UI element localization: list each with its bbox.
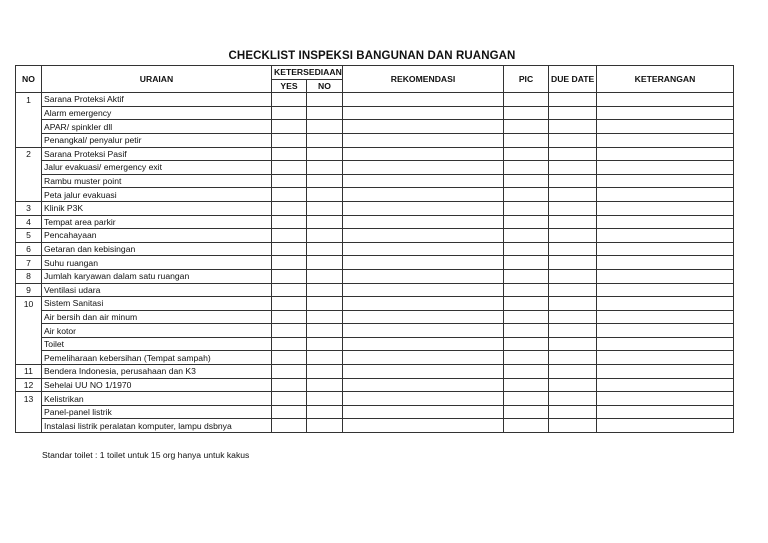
table-row bbox=[16, 188, 734, 202]
row-yes-cell bbox=[272, 188, 307, 202]
row-no: 6 bbox=[16, 242, 42, 256]
row-uraian: Air bersih dan air minum bbox=[42, 310, 272, 324]
row-due-date-cell bbox=[549, 229, 597, 243]
table-row bbox=[16, 133, 734, 147]
header-due-date: DUE DATE bbox=[549, 66, 597, 93]
row-uraian: Alarm emergency bbox=[42, 106, 272, 120]
row-no-cell bbox=[307, 188, 343, 202]
row-no-cell bbox=[307, 106, 343, 120]
row-yes-cell bbox=[272, 337, 307, 351]
row-no: 13 bbox=[16, 392, 42, 406]
row-pic-cell bbox=[504, 133, 549, 147]
row-uraian: Penangkal/ penyalur petir bbox=[42, 133, 272, 147]
row-no-cell bbox=[307, 283, 343, 297]
row-rekomendasi-cell bbox=[343, 283, 504, 297]
row-no-cell bbox=[307, 256, 343, 270]
row-no bbox=[16, 337, 42, 351]
row-rekomendasi-cell bbox=[343, 120, 504, 134]
footnote: Standar toilet : 1 toilet untuk 15 org hanya untuk kakus bbox=[42, 450, 250, 460]
table-row bbox=[16, 310, 734, 324]
row-yes-cell bbox=[272, 161, 307, 175]
row-keterangan-cell bbox=[597, 405, 734, 419]
row-pic-cell bbox=[504, 201, 549, 215]
row-due-date-cell bbox=[549, 147, 597, 161]
table-row bbox=[16, 161, 734, 175]
row-keterangan-cell bbox=[597, 392, 734, 406]
row-no-cell bbox=[307, 147, 343, 161]
row-no-cell bbox=[307, 269, 343, 283]
row-yes-cell bbox=[272, 215, 307, 229]
row-rekomendasi-cell bbox=[343, 215, 504, 229]
row-uraian: Jalur evakuasi/ emergency exit bbox=[42, 161, 272, 175]
row-no-cell bbox=[307, 201, 343, 215]
row-uraian: Panel-panel listrik bbox=[42, 405, 272, 419]
row-rekomendasi-cell bbox=[343, 324, 504, 338]
row-yes-cell bbox=[272, 378, 307, 392]
row-yes-cell bbox=[272, 310, 307, 324]
row-keterangan-cell bbox=[597, 351, 734, 365]
row-yes-cell bbox=[272, 242, 307, 256]
row-keterangan-cell bbox=[597, 324, 734, 338]
row-rekomendasi-cell bbox=[343, 365, 504, 379]
row-due-date-cell bbox=[549, 269, 597, 283]
row-pic-cell bbox=[504, 310, 549, 324]
row-pic-cell bbox=[504, 93, 549, 107]
row-uraian: Bendera Indonesia, perusahaan dan K3 bbox=[42, 365, 272, 379]
row-rekomendasi-cell bbox=[343, 419, 504, 433]
row-no bbox=[16, 324, 42, 338]
row-pic-cell bbox=[504, 147, 549, 161]
row-rekomendasi-cell bbox=[343, 201, 504, 215]
row-rekomendasi-cell bbox=[343, 337, 504, 351]
table-row bbox=[16, 269, 734, 283]
row-pic-cell bbox=[504, 106, 549, 120]
row-rekomendasi-cell bbox=[343, 229, 504, 243]
row-keterangan-cell bbox=[597, 419, 734, 433]
row-no-cell bbox=[307, 392, 343, 406]
row-no bbox=[16, 405, 42, 419]
row-yes-cell bbox=[272, 324, 307, 338]
row-no bbox=[16, 188, 42, 202]
row-no: 4 bbox=[16, 215, 42, 229]
row-keterangan-cell bbox=[597, 256, 734, 270]
row-rekomendasi-cell bbox=[343, 256, 504, 270]
row-yes-cell bbox=[272, 256, 307, 270]
table-row bbox=[16, 378, 734, 392]
row-rekomendasi-cell bbox=[343, 93, 504, 107]
row-uraian: Toilet bbox=[42, 337, 272, 351]
row-no-cell bbox=[307, 215, 343, 229]
table-row bbox=[16, 174, 734, 188]
row-keterangan-cell bbox=[597, 161, 734, 175]
row-uraian: Sistem Sanitasi bbox=[42, 297, 272, 311]
table-row bbox=[16, 392, 734, 406]
row-yes-cell bbox=[272, 351, 307, 365]
row-keterangan-cell bbox=[597, 93, 734, 107]
row-keterangan-cell bbox=[597, 283, 734, 297]
row-uraian: Sehelai UU NO 1/1970 bbox=[42, 378, 272, 392]
row-no: 5 bbox=[16, 229, 42, 243]
row-uraian: Suhu ruangan bbox=[42, 256, 272, 270]
row-keterangan-cell bbox=[597, 378, 734, 392]
table-row bbox=[16, 215, 734, 229]
row-yes-cell bbox=[272, 133, 307, 147]
row-due-date-cell bbox=[549, 378, 597, 392]
row-uraian: Rambu muster point bbox=[42, 174, 272, 188]
row-yes-cell bbox=[272, 120, 307, 134]
row-no-cell bbox=[307, 161, 343, 175]
row-no bbox=[16, 106, 42, 120]
row-keterangan-cell bbox=[597, 174, 734, 188]
row-no-cell bbox=[307, 324, 343, 338]
row-yes-cell bbox=[272, 283, 307, 297]
row-pic-cell bbox=[504, 297, 549, 311]
row-due-date-cell bbox=[549, 120, 597, 134]
row-pic-cell bbox=[504, 351, 549, 365]
row-uraian: Sarana Proteksi Pasif bbox=[42, 147, 272, 161]
row-keterangan-cell bbox=[597, 365, 734, 379]
row-keterangan-cell bbox=[597, 133, 734, 147]
row-yes-cell bbox=[272, 365, 307, 379]
row-no-cell bbox=[307, 242, 343, 256]
row-no bbox=[16, 351, 42, 365]
row-rekomendasi-cell bbox=[343, 392, 504, 406]
row-uraian: Pemeliharaan kebersihan (Tempat sampah) bbox=[42, 351, 272, 365]
row-no-cell bbox=[307, 297, 343, 311]
row-yes-cell bbox=[272, 201, 307, 215]
row-yes-cell bbox=[272, 106, 307, 120]
row-pic-cell bbox=[504, 283, 549, 297]
row-rekomendasi-cell bbox=[343, 297, 504, 311]
row-due-date-cell bbox=[549, 215, 597, 229]
row-rekomendasi-cell bbox=[343, 133, 504, 147]
header-rekomendasi: REKOMENDASI bbox=[343, 66, 504, 93]
row-rekomendasi-cell bbox=[343, 310, 504, 324]
row-pic-cell bbox=[504, 174, 549, 188]
row-rekomendasi-cell bbox=[343, 269, 504, 283]
row-pic-cell bbox=[504, 256, 549, 270]
row-no bbox=[16, 161, 42, 175]
row-yes-cell bbox=[272, 297, 307, 311]
row-rekomendasi-cell bbox=[343, 242, 504, 256]
table-row bbox=[16, 351, 734, 365]
row-pic-cell bbox=[504, 242, 549, 256]
row-pic-cell bbox=[504, 215, 549, 229]
row-pic-cell bbox=[504, 120, 549, 134]
row-keterangan-cell bbox=[597, 201, 734, 215]
row-due-date-cell bbox=[549, 93, 597, 107]
table-row bbox=[16, 147, 734, 161]
row-due-date-cell bbox=[549, 351, 597, 365]
row-no-cell bbox=[307, 133, 343, 147]
row-no bbox=[16, 133, 42, 147]
row-no: 12 bbox=[16, 378, 42, 392]
row-yes-cell bbox=[272, 269, 307, 283]
row-yes-cell bbox=[272, 229, 307, 243]
table-row bbox=[16, 419, 734, 433]
row-keterangan-cell bbox=[597, 188, 734, 202]
table-row bbox=[16, 324, 734, 338]
row-due-date-cell bbox=[549, 419, 597, 433]
row-rekomendasi-cell bbox=[343, 106, 504, 120]
row-rekomendasi-cell bbox=[343, 161, 504, 175]
row-no bbox=[16, 120, 42, 134]
header-keterangan: KETERANGAN bbox=[597, 66, 734, 93]
row-due-date-cell bbox=[549, 310, 597, 324]
row-keterangan-cell bbox=[597, 242, 734, 256]
row-due-date-cell bbox=[549, 242, 597, 256]
table-row bbox=[16, 256, 734, 270]
row-no: 7 bbox=[16, 256, 42, 270]
row-no: 1 bbox=[16, 93, 42, 107]
table-row bbox=[16, 405, 734, 419]
row-no bbox=[16, 174, 42, 188]
row-keterangan-cell bbox=[597, 310, 734, 324]
row-keterangan-cell bbox=[597, 297, 734, 311]
checklist-body bbox=[16, 93, 734, 433]
row-no-cell bbox=[307, 419, 343, 433]
table-row bbox=[16, 93, 734, 107]
row-due-date-cell bbox=[549, 405, 597, 419]
header-no: NO bbox=[16, 66, 42, 93]
row-due-date-cell bbox=[549, 392, 597, 406]
row-rekomendasi-cell bbox=[343, 351, 504, 365]
row-no-cell bbox=[307, 120, 343, 134]
row-rekomendasi-cell bbox=[343, 174, 504, 188]
row-no-cell bbox=[307, 310, 343, 324]
header-uraian: URAIAN bbox=[42, 66, 272, 93]
row-due-date-cell bbox=[549, 133, 597, 147]
row-keterangan-cell bbox=[597, 147, 734, 161]
header-yes: YES bbox=[272, 79, 307, 93]
row-yes-cell bbox=[272, 174, 307, 188]
row-no: 8 bbox=[16, 269, 42, 283]
row-uraian: Ventilasi udara bbox=[42, 283, 272, 297]
row-no-cell bbox=[307, 93, 343, 107]
checklist-table bbox=[15, 65, 734, 433]
row-yes-cell bbox=[272, 93, 307, 107]
row-due-date-cell bbox=[549, 365, 597, 379]
row-due-date-cell bbox=[549, 188, 597, 202]
row-uraian: Pencahayaan bbox=[42, 229, 272, 243]
row-keterangan-cell bbox=[597, 106, 734, 120]
row-due-date-cell bbox=[549, 337, 597, 351]
row-due-date-cell bbox=[549, 283, 597, 297]
row-uraian: Sarana Proteksi Aktif bbox=[42, 93, 272, 107]
row-pic-cell bbox=[504, 392, 549, 406]
row-no bbox=[16, 310, 42, 324]
row-uraian: Getaran dan kebisingan bbox=[42, 242, 272, 256]
table-row bbox=[16, 106, 734, 120]
row-rekomendasi-cell bbox=[343, 147, 504, 161]
row-rekomendasi-cell bbox=[343, 378, 504, 392]
header-no-availability: NO bbox=[307, 79, 343, 93]
row-no-cell bbox=[307, 378, 343, 392]
table-row bbox=[16, 120, 734, 134]
row-due-date-cell bbox=[549, 297, 597, 311]
row-no-cell bbox=[307, 365, 343, 379]
row-pic-cell bbox=[504, 188, 549, 202]
row-keterangan-cell bbox=[597, 215, 734, 229]
row-uraian: APAR/ spinkler dll bbox=[42, 120, 272, 134]
row-keterangan-cell bbox=[597, 337, 734, 351]
table-row bbox=[16, 337, 734, 351]
row-no-cell bbox=[307, 229, 343, 243]
row-pic-cell bbox=[504, 269, 549, 283]
table-row bbox=[16, 283, 734, 297]
row-no: 3 bbox=[16, 201, 42, 215]
table-row bbox=[16, 242, 734, 256]
row-rekomendasi-cell bbox=[343, 405, 504, 419]
row-no-cell bbox=[307, 351, 343, 365]
table-row bbox=[16, 365, 734, 379]
row-yes-cell bbox=[272, 405, 307, 419]
row-pic-cell bbox=[504, 365, 549, 379]
header-pic: PIC bbox=[504, 66, 549, 93]
row-due-date-cell bbox=[549, 201, 597, 215]
table-row bbox=[16, 297, 734, 311]
row-pic-cell bbox=[504, 324, 549, 338]
row-due-date-cell bbox=[549, 106, 597, 120]
row-yes-cell bbox=[272, 419, 307, 433]
row-pic-cell bbox=[504, 161, 549, 175]
row-keterangan-cell bbox=[597, 229, 734, 243]
row-uraian: Klinik P3K bbox=[42, 201, 272, 215]
row-yes-cell bbox=[272, 147, 307, 161]
row-due-date-cell bbox=[549, 324, 597, 338]
row-no-cell bbox=[307, 174, 343, 188]
row-due-date-cell bbox=[549, 174, 597, 188]
row-yes-cell bbox=[272, 392, 307, 406]
row-rekomendasi-cell bbox=[343, 188, 504, 202]
row-no: 2 bbox=[16, 147, 42, 161]
row-due-date-cell bbox=[549, 256, 597, 270]
table-row bbox=[16, 229, 734, 243]
row-keterangan-cell bbox=[597, 120, 734, 134]
table-row bbox=[16, 201, 734, 215]
row-no-cell bbox=[307, 337, 343, 351]
header-ketersediaan: KETERSEDIAAN bbox=[272, 66, 343, 80]
row-pic-cell bbox=[504, 405, 549, 419]
document-title: CHECKLIST INSPEKSI BANGUNAN DAN RUANGAN bbox=[228, 50, 516, 62]
row-uraian: Instalasi listrik peralatan komputer, lampu dsbnya bbox=[42, 419, 272, 433]
row-uraian: Air kotor bbox=[42, 324, 272, 338]
row-no bbox=[16, 419, 42, 433]
header-row-1 bbox=[16, 66, 734, 80]
row-due-date-cell bbox=[549, 161, 597, 175]
row-pic-cell bbox=[504, 378, 549, 392]
row-no-cell bbox=[307, 405, 343, 419]
row-no: 9 bbox=[16, 283, 42, 297]
row-uraian: Jumlah karyawan dalam satu ruangan bbox=[42, 269, 272, 283]
row-uraian: Peta jalur evakuasi bbox=[42, 188, 272, 202]
row-pic-cell bbox=[504, 419, 549, 433]
row-no: 10 bbox=[16, 297, 42, 311]
row-pic-cell bbox=[504, 337, 549, 351]
row-keterangan-cell bbox=[597, 269, 734, 283]
row-no: 11 bbox=[16, 365, 42, 379]
row-uraian: Kelistrikan bbox=[42, 392, 272, 406]
row-uraian: Tempat area parkir bbox=[42, 215, 272, 229]
row-pic-cell bbox=[504, 229, 549, 243]
